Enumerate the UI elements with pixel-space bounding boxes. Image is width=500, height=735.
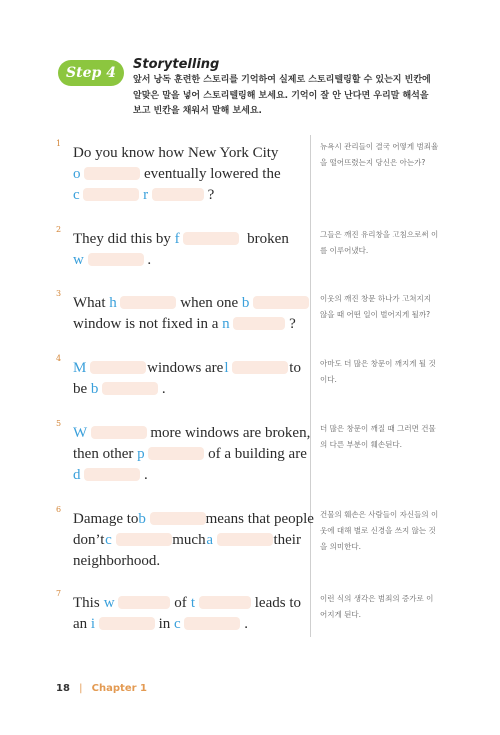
sentence-line bbox=[73, 423, 311, 444]
text: leads to bbox=[254, 595, 301, 611]
english-sentence bbox=[73, 509, 314, 572]
korean-translation: 뉴욕시 관리들이 결국 어떻게 범죄율을 떨어뜨렸는지 당신은 아는가? bbox=[320, 142, 439, 167]
hint-letter: l bbox=[224, 360, 229, 376]
answer-blank[interactable] bbox=[90, 361, 146, 374]
text: . bbox=[147, 252, 152, 268]
answer-blank[interactable] bbox=[199, 596, 251, 609]
text: their bbox=[273, 532, 301, 548]
item-number: 4 bbox=[56, 354, 62, 363]
english-sentence bbox=[73, 358, 301, 400]
item-number: 5 bbox=[56, 419, 62, 428]
text: This bbox=[73, 595, 100, 611]
sentence-line bbox=[73, 358, 301, 379]
answer-blank[interactable] bbox=[116, 533, 172, 546]
answer-blank[interactable] bbox=[118, 596, 170, 609]
column-divider bbox=[310, 135, 311, 637]
page-number: 18 bbox=[56, 683, 70, 694]
sentence-line bbox=[73, 185, 301, 206]
answer-blank[interactable] bbox=[102, 382, 158, 395]
chapter-label: Chapter 1 bbox=[91, 683, 147, 694]
english-sentence bbox=[73, 293, 301, 335]
answer-blank[interactable] bbox=[88, 253, 144, 266]
hint-letter: a bbox=[206, 532, 213, 548]
page-footer bbox=[56, 683, 147, 694]
sentence-line bbox=[73, 143, 301, 164]
text: windows are bbox=[147, 360, 224, 376]
item-number: 7 bbox=[56, 589, 62, 598]
korean-translation: 아마도 더 많은 창문이 깨지게 될 것이다. bbox=[320, 359, 436, 384]
text: ? bbox=[207, 187, 215, 203]
answer-blank[interactable] bbox=[84, 468, 140, 481]
english-sentence bbox=[73, 143, 301, 206]
hint-letter: b bbox=[90, 381, 99, 397]
answer-blank[interactable] bbox=[152, 188, 204, 201]
text: What bbox=[73, 295, 106, 311]
text: more windows are broken, bbox=[150, 425, 311, 441]
sentence-line bbox=[73, 164, 301, 185]
hint-letter: c bbox=[73, 187, 80, 203]
korean-translation: 건물의 훼손은 사람들이 자신들의 이웃에 대해 별로 신경을 쓰지 않는 것을 의미한다. bbox=[320, 510, 439, 551]
hint-letter: h bbox=[109, 295, 117, 311]
english-sentence bbox=[73, 229, 301, 271]
sentence-line bbox=[73, 509, 314, 530]
footer-separator: | bbox=[79, 683, 83, 694]
sentence-line bbox=[73, 465, 301, 486]
hint-letter: i bbox=[90, 616, 96, 632]
item-number: 3 bbox=[56, 289, 62, 298]
text: . bbox=[161, 381, 166, 397]
hint-letter: M bbox=[73, 360, 87, 376]
hint-letter: c bbox=[174, 616, 181, 632]
korean-translation: 그들은 깨진 유리창을 고침으로써 이를 이루어냈다. bbox=[320, 230, 439, 255]
text: means that people bbox=[205, 511, 314, 527]
korean-translation: 이런 식의 생각은 범죄의 증가로 이어지게 된다. bbox=[320, 594, 434, 619]
answer-blank[interactable] bbox=[148, 447, 204, 460]
hint-letter: w bbox=[103, 595, 115, 611]
text: Do you know how New York City bbox=[73, 145, 279, 161]
answer-blank[interactable] bbox=[217, 533, 273, 546]
text: don’t bbox=[73, 532, 105, 548]
sentence-line bbox=[73, 614, 301, 635]
text: in bbox=[158, 616, 171, 632]
hint-letter: W bbox=[73, 425, 87, 441]
answer-blank[interactable] bbox=[233, 317, 285, 330]
sentence-line bbox=[73, 314, 301, 335]
text: Damage to bbox=[73, 511, 139, 527]
english-sentence bbox=[73, 423, 311, 486]
english-sentence bbox=[73, 593, 301, 635]
hint-letter: b bbox=[241, 295, 250, 311]
hint-letter: f bbox=[174, 231, 180, 247]
text: an bbox=[73, 616, 88, 632]
text: to bbox=[289, 360, 301, 376]
text: eventually lowered the bbox=[144, 166, 281, 182]
step-label: Step 4 bbox=[66, 65, 116, 81]
sentence-line bbox=[73, 530, 301, 551]
text: then other bbox=[73, 446, 134, 462]
answer-blank[interactable] bbox=[84, 167, 140, 180]
korean-translation: 이웃의 깨진 창문 하나가 고쳐지지 않을 때 어떤 일이 벌어지게 될까? bbox=[320, 294, 431, 319]
hint-letter: w bbox=[73, 252, 84, 268]
text: when one bbox=[180, 295, 239, 311]
sentence-line bbox=[73, 293, 301, 314]
item-number: 1 bbox=[56, 139, 62, 148]
sentence-line bbox=[73, 593, 301, 614]
answer-blank[interactable] bbox=[150, 512, 206, 525]
answer-blank[interactable] bbox=[99, 617, 155, 630]
text: broken bbox=[247, 231, 289, 247]
sentence-line bbox=[73, 250, 301, 271]
sentence-line bbox=[73, 379, 301, 400]
step-badge bbox=[58, 60, 124, 86]
sentence-line bbox=[73, 229, 301, 250]
answer-blank[interactable] bbox=[91, 426, 147, 439]
text: much bbox=[172, 532, 206, 548]
answer-blank[interactable] bbox=[232, 361, 288, 374]
hint-letter: c bbox=[105, 532, 112, 548]
text: . bbox=[244, 616, 248, 632]
answer-blank[interactable] bbox=[184, 617, 240, 630]
item-number: 2 bbox=[56, 225, 62, 234]
text: neighborhood. bbox=[73, 553, 161, 569]
text: of bbox=[174, 595, 187, 611]
text: . bbox=[144, 467, 148, 483]
hint-letter: d bbox=[73, 467, 81, 483]
section-title: Storytelling bbox=[133, 57, 220, 72]
hint-letter: b bbox=[138, 511, 146, 527]
sentence-line bbox=[73, 444, 307, 465]
instructions: 앞서 낭독 훈련한 스토리를 기억하여 실제로 스토리텔링할 수 있는지 빈칸에 알맞은 말을 넣어 스토리텔링해 보세요. 기억이 잘 안 난다면 우리말 해석을 보고 빈칸을 채워서 말해 보세요. bbox=[133, 75, 431, 116]
text: be bbox=[73, 381, 88, 397]
answer-blank[interactable] bbox=[183, 232, 239, 245]
korean-translation: 더 많은 창문이 깨질 때 그러면 건물의 다른 부분이 훼손된다. bbox=[320, 424, 436, 449]
answer-blank[interactable] bbox=[83, 188, 139, 201]
text: window is not fixed in a bbox=[73, 316, 219, 332]
sentence-line bbox=[73, 551, 301, 572]
hint-letter: p bbox=[137, 446, 145, 462]
item-number: 6 bbox=[56, 505, 62, 514]
hint-letter: n bbox=[222, 316, 230, 332]
text: of a building are bbox=[208, 446, 307, 462]
hint-letter: t bbox=[190, 595, 195, 611]
text: ? bbox=[289, 316, 296, 332]
text: They did this by bbox=[73, 231, 171, 247]
answer-blank[interactable] bbox=[120, 296, 176, 309]
hint-letter: o bbox=[73, 166, 81, 182]
hint-letter: r bbox=[143, 187, 149, 203]
answer-blank[interactable] bbox=[253, 296, 309, 309]
